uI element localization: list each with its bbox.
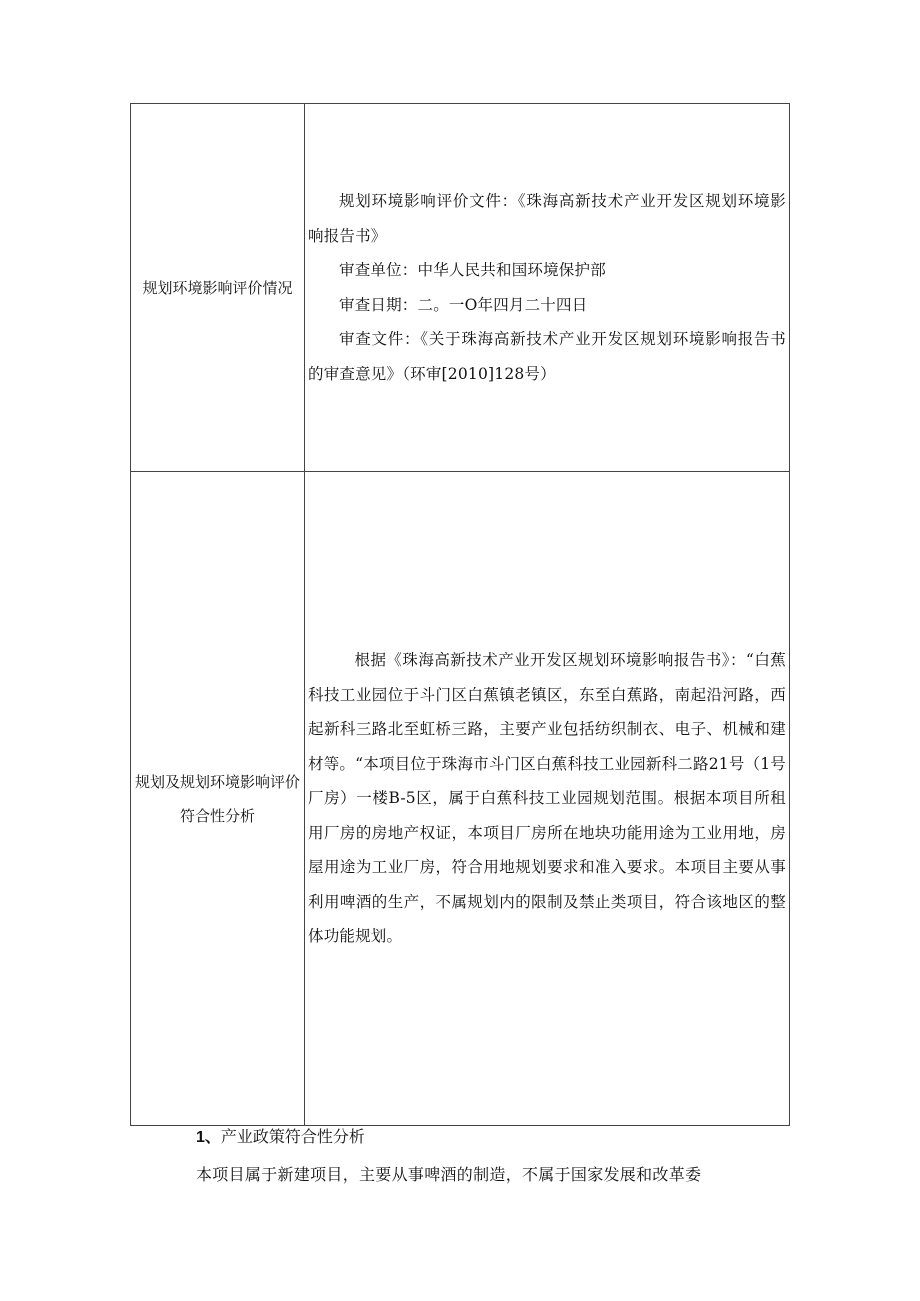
paragraph-review-unit: 审查单位：中华人民共和国环境保护部 [339,261,606,279]
evaluation-table [130,103,790,1126]
paragraph-review-date: 审查日期：二。一O年四月二十四日 [339,295,588,314]
table-row [131,472,789,1125]
table-row [131,104,789,472]
paragraph-eia-document: 规划环境影响评价文件：《珠海高新技术产业开发区规划环境影响报告书》 [308,192,786,245]
row-content-compliance-analysis [305,472,789,1125]
section-body-text: 本项目属于新建项目，主要从事啤酒的制造，不属于国家发展和改革委 [196,1165,702,1184]
section-title: 产业政策符合性分析 [220,1127,365,1146]
row-label-planning-eia: 规划环境影响评价情况 [131,104,305,471]
section-number: 1、 [196,1129,221,1146]
paragraph-review-file: 审查文件：《关于珠海高新技术产业开发区规划环境影响报告书的审查意见》（环审[2010]128号） [308,330,786,383]
paragraph-compliance: 根据《珠海高新技术产业开发区规划环境影响报告书》：“白蕉科技工业园位于斗门区白蕉镇老镇区，东至白蕉路，南起沿河路，西起新科三路北至虹桥三路，主要产业包括纺织制衣、电子、机械和建材等。“本项目位于珠海市斗门区白蕉科技工业园新科二路21号（1号厂房）一楼B-5区，属于白蕉科技工业园规划范围。根据本项目所租用厂房的房地产权证，本项目厂房所在地块功能用途为工业用地，房屋用途为工业厂房，符合用地规划要求和准入要求。本项目主要从事利用啤酒的生产，不属规划内的限制及禁止类项目，符合该地区的整体功能规划。 [308,651,786,946]
section-heading [196,1124,365,1151]
row-content-planning-eia [305,104,789,471]
row-label-compliance-analysis: 规划及规划环境影响评价符合性分析 [131,472,305,1125]
